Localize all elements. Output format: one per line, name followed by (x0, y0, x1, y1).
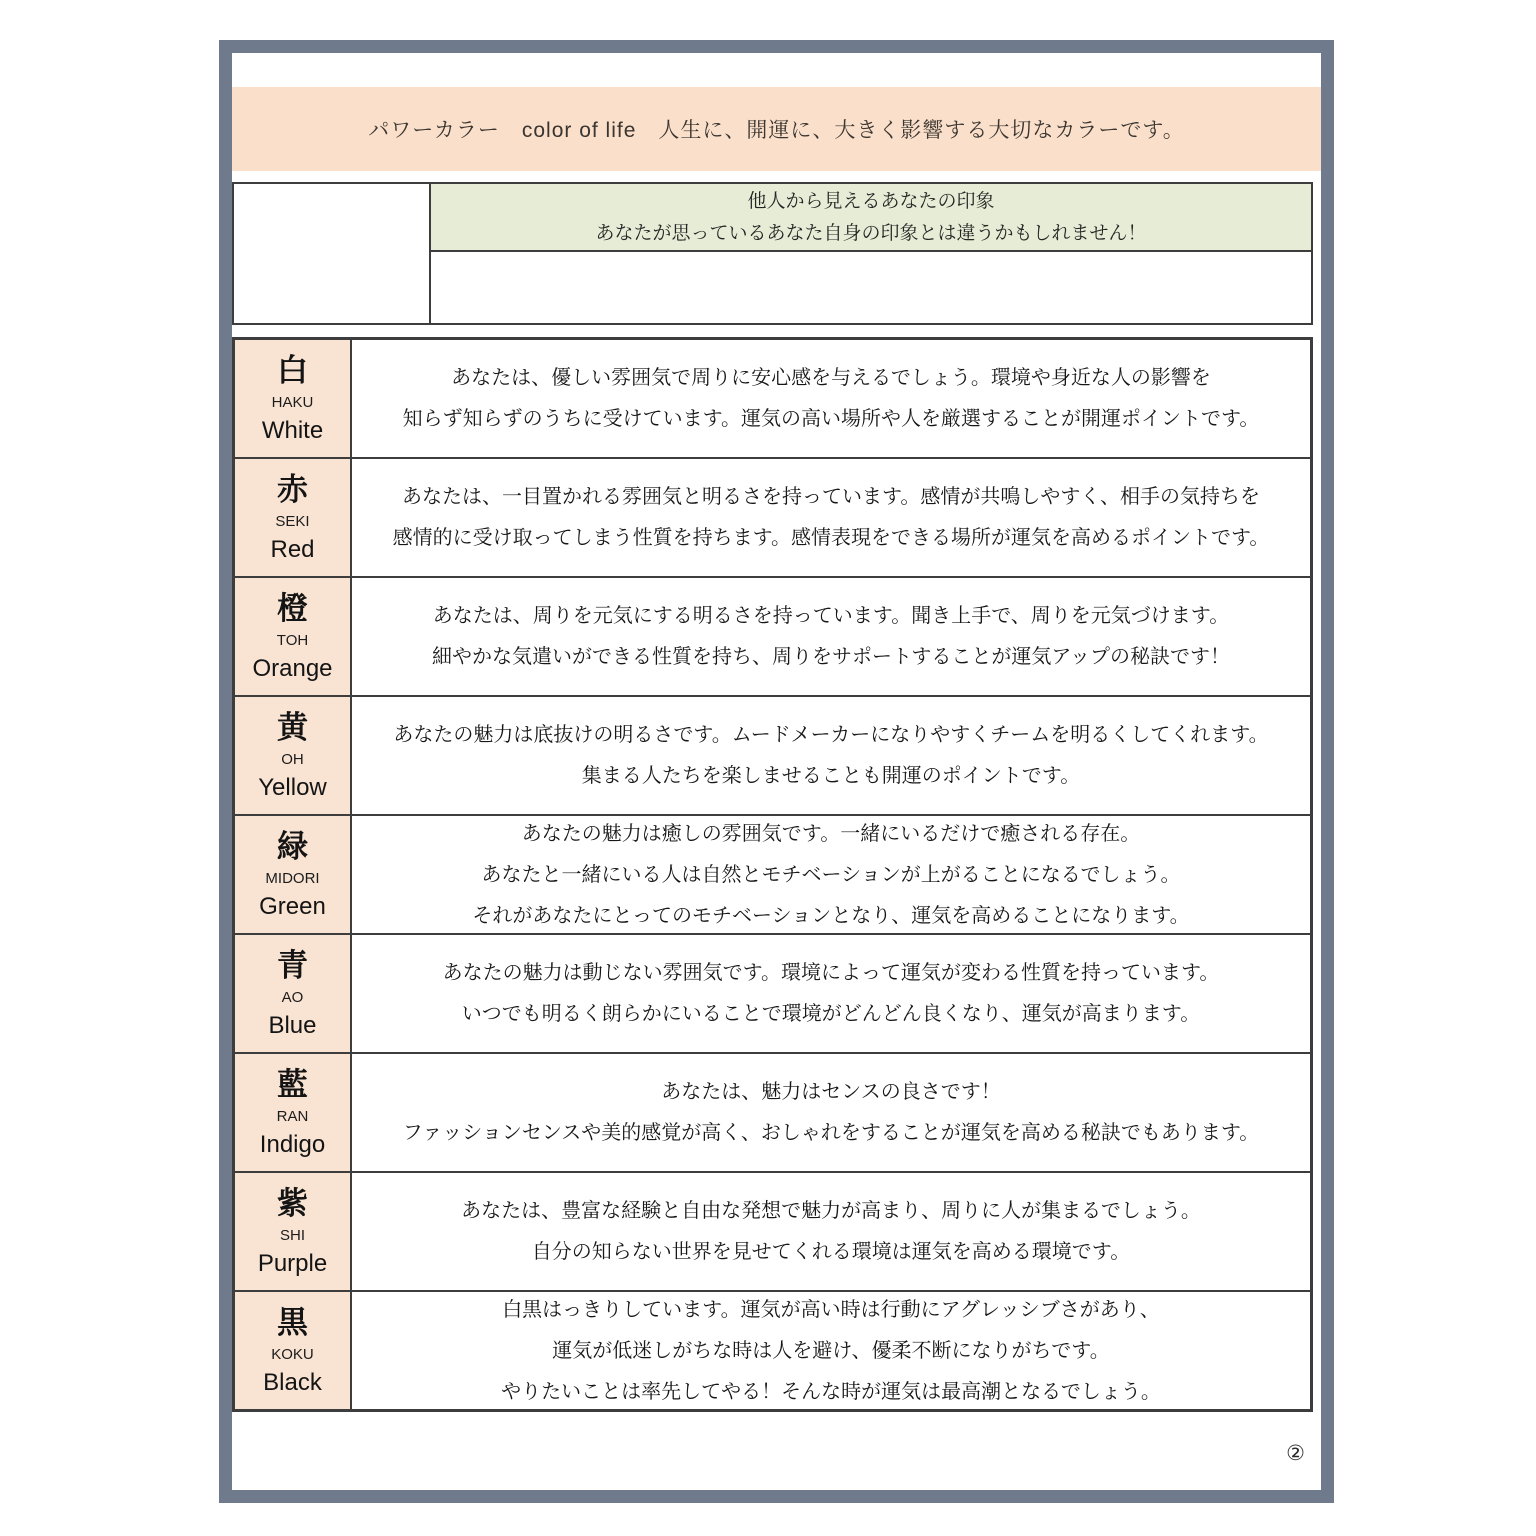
color-description (352, 935, 1310, 1052)
color-romaji: AO (281, 988, 304, 1006)
color-english: Green (259, 892, 326, 920)
color-description (352, 1173, 1310, 1290)
color-label-cell (235, 1292, 352, 1409)
color-english: Indigo (259, 1130, 326, 1158)
color-kanji: 紫 (277, 1185, 308, 1221)
color-description (352, 578, 1310, 695)
color-row-indigo (235, 1052, 1310, 1171)
impression-header (431, 184, 1311, 252)
color-description-line: それがあなたにとってのモチベーションとなり、運気を高めることになります。 (472, 904, 1190, 927)
document-page (219, 40, 1334, 1503)
color-description-line: 集まる人たちを楽しませることも開運のポイントです。 (581, 765, 1081, 787)
color-description-line: あなたは、魅力はセンスの良さです！ (661, 1081, 1001, 1103)
color-description-line: 感情的に受け取ってしまう性質を持ちます。感情表現をできる場所が運気を高めるポイントです。 (392, 527, 1270, 549)
color-description-line: ファッションセンスや美的感覚が高く、おしゃれをすることが運気を高める秘訣でもあります。 (402, 1122, 1260, 1144)
color-description-line: 自分の知らない世界を見せてくれる環境は運気を高める環境です。 (531, 1241, 1131, 1263)
color-description (352, 697, 1310, 814)
color-romaji: OH (281, 750, 304, 768)
color-label-cell (235, 697, 352, 814)
color-romaji: TOH (276, 631, 309, 649)
impression-header-line2: あなたが思っているあなた自身の印象とは違うかもしれません！ (595, 222, 1147, 244)
title-band (232, 87, 1321, 171)
color-label-cell (235, 1054, 352, 1171)
color-row-red (235, 457, 1310, 576)
color-kanji: 赤 (277, 471, 308, 507)
color-kanji: 藍 (277, 1066, 308, 1102)
color-table (232, 337, 1313, 1412)
color-description-line: 細やかな気遣いができる性質を持ち、周りをサポートすることが運気アップの秘訣です！ (432, 646, 1230, 668)
color-kanji: 橙 (277, 590, 308, 626)
color-label-cell (235, 340, 352, 457)
color-english: Orange (252, 654, 333, 682)
page-content (232, 53, 1321, 1490)
color-description (352, 816, 1310, 933)
impression-photo-cell (234, 184, 431, 323)
color-description (352, 1054, 1310, 1171)
color-romaji: SHI (279, 1226, 305, 1244)
color-description (352, 1292, 1310, 1409)
color-english: Yellow (258, 773, 327, 801)
color-description-line: あなたの魅力は動じない雰囲気です。環境によって運気が変わる性質を持っています。 (442, 962, 1220, 984)
color-romaji: RAN (276, 1107, 309, 1125)
color-kanji: 緑 (277, 828, 308, 864)
color-english: Purple (257, 1249, 328, 1277)
color-description-line: あなたは、一目置かれる雰囲気と明るさを持っています。感情が共鳴しやすく、相手の気持ちを (402, 486, 1260, 508)
color-label-cell (235, 1173, 352, 1290)
color-romaji: KOKU (271, 1345, 314, 1363)
color-description-line: やりたいことは率先してやる！そんな時が運気は最高潮となるでしょう。 (501, 1380, 1161, 1403)
color-description-line: 白黒はっきりしています。運気が高い時は行動にアグレッシブさがあり、 (502, 1298, 1160, 1321)
color-description-line: あなたは、優しい雰囲気で周りに安心感を与えるでしょう。環境や身近な人の影響を (451, 367, 1211, 389)
color-kanji: 黒 (277, 1304, 308, 1340)
color-row-green (235, 814, 1310, 933)
color-english: White (261, 416, 324, 444)
color-description-line: あなたは、周りを元気にする明るさを持っています。聞き上手で、周りを元気づけます。 (432, 605, 1230, 627)
color-english: Blue (268, 1011, 317, 1039)
page-title: パワーカラー color of life 人生に、開運に、大きく影響する大切なカラーです。 (368, 119, 1185, 142)
color-description-line: あなたと一緒にいる人は自然とモチベーションが上がることになるでしょう。 (481, 863, 1181, 886)
color-english: Black (263, 1368, 322, 1396)
color-description-line: いつでも明るく朗らかにいることで環境がどんどん良くなり、運気が高まります。 (461, 1003, 1201, 1025)
impression-result-cell (431, 252, 1311, 323)
color-kanji: 黄 (277, 709, 308, 745)
color-description-line: 運気が低迷しがちな時は人を避け、優柔不断になりがちです。 (552, 1339, 1110, 1362)
color-kanji: 白 (277, 352, 308, 388)
color-row-purple (235, 1171, 1310, 1290)
page-number: ② (1286, 1442, 1305, 1465)
color-row-yellow (235, 695, 1310, 814)
color-label-cell (235, 935, 352, 1052)
color-description-line: あなたは、豊富な経験と自由な発想で魅力が高まり、周りに人が集まるでしょう。 (461, 1200, 1201, 1222)
impression-header-line1: 他人から見えるあなたの印象 (747, 190, 995, 212)
color-description-line: あなたの魅力は癒しの雰囲気です。一緒にいるだけで癒される存在。 (521, 822, 1141, 845)
color-english: Red (270, 535, 315, 563)
color-row-black (235, 1290, 1310, 1409)
color-description-line: あなたの魅力は底抜けの明るさです。ムードメーカーになりやすくチームを明るくしてくれます。 (393, 724, 1269, 746)
color-description (352, 340, 1310, 457)
impression-right-column (431, 184, 1311, 323)
color-row-orange (235, 576, 1310, 695)
impression-table (232, 182, 1313, 325)
color-romaji: MIDORI (265, 869, 320, 887)
color-label-cell (235, 578, 352, 695)
color-label-cell (235, 816, 352, 933)
color-row-blue (235, 933, 1310, 1052)
color-label-cell (235, 459, 352, 576)
color-description (352, 459, 1310, 576)
color-description-line: 知らず知らずのうちに受けています。運気の高い場所や人を厳選することが開運ポイントです。 (402, 408, 1260, 430)
color-romaji: SEKI (275, 512, 310, 530)
color-row-white (235, 340, 1310, 457)
color-romaji: HAKU (271, 393, 314, 411)
color-kanji: 青 (277, 947, 308, 983)
